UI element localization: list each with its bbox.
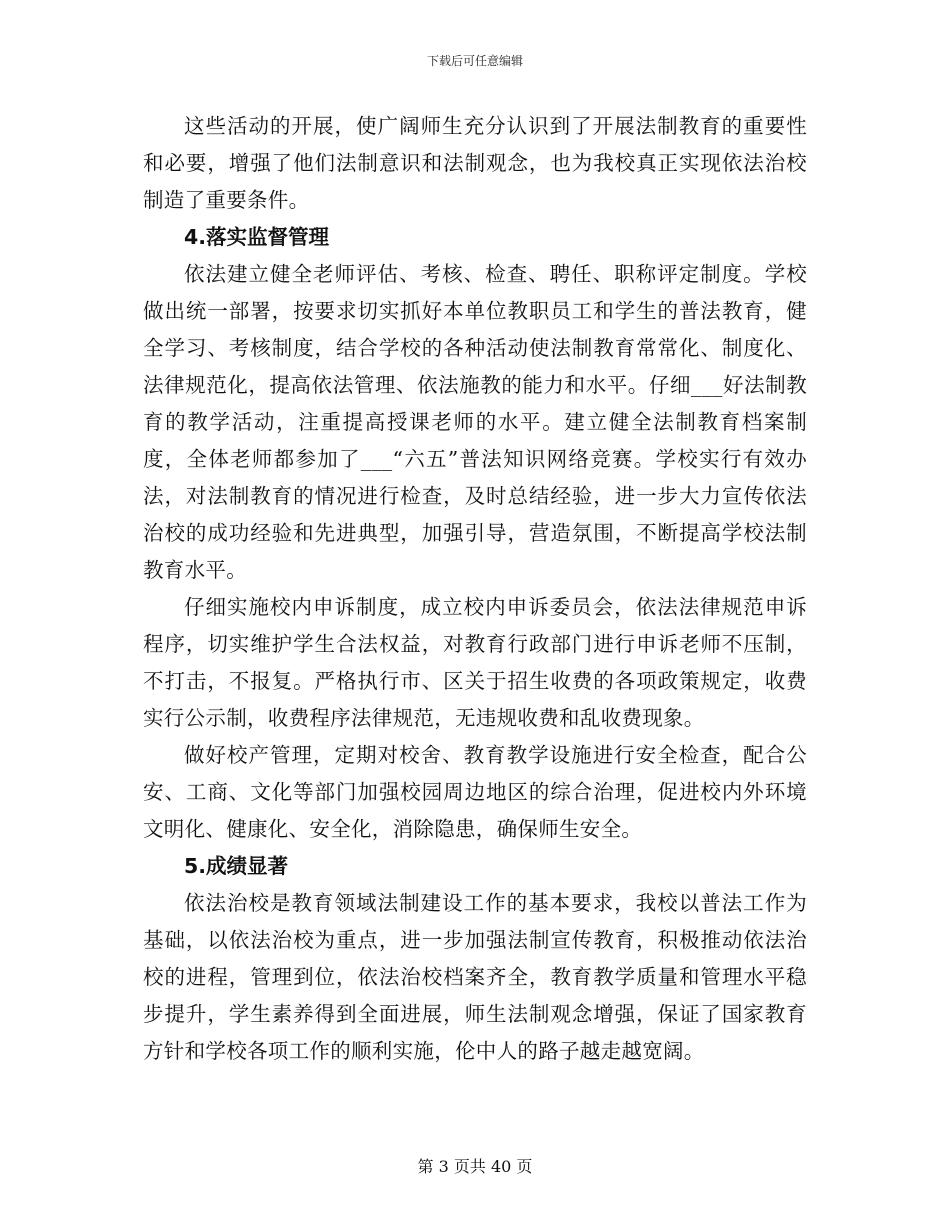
section-heading-supervision: 4.落实监督管理 xyxy=(184,225,330,249)
paragraph-activities: 这些活动的开展，使广阔师生充分认识到了开展法制教育的重要性和必要，增强了他们法制意识和法制观念，也为我校真正实现依法治校制造了重要条件。 xyxy=(143,114,807,212)
section-heading-achievements: 5.成绩显著 xyxy=(184,854,289,878)
page-number: 第 3 页共 40 页 xyxy=(417,1157,533,1176)
page-header-note: 下载后可任意编辑 xyxy=(426,54,523,68)
document-body xyxy=(143,108,807,1070)
paragraph-appeal-system: 仔细实施校内申诉制度，成立校内申诉委员会，依法法律规范申诉程序，切实维护学生合法权益，对教育行政部门进行申诉老师不压制，不打击，不报复。严格执行市、区关于招生收费的各项政策规定，收费实行公示制，收费程序法律规范，无违规收费和乱收费现象。 xyxy=(143,595,807,730)
paragraph-achievements: 依法治校是教育领域法制建设工作的基本要求，我校以普法工作为基础，以依法治校为重点，进一步加强法制宣传教育，积极推动依法治校的进程，管理到位，依法治校档案齐全，教育教学质量和管理水平稳步提升，学生素养得到全面进展，师生法制观念增强，保证了国家教育方针和学校各项工作的顺利实施，伦中人的路子越走越宽阔。 xyxy=(143,891,807,1063)
paragraph-supervision: 依法建立健全老师评估、考核、检查、聘任、职称评定制度。学校做出统一部署，按要求切实抓好本单位教职员工和学生的普法教育，健全学习、考核制度，结合学校的各种活动使法制教育常常化、制度化、法律规范化，提高依法管理、依法施教的能力和水平。仔细___好法制教育的教学活动，注重提高授课老师的水平。建立健全法制教育档案制度，全体老师都参加了___“六五”普法知识网络竞赛。学校实行有效办法，对法制教育的情况进行检查，及时总结经验，进一步大力宣传依法治校的成功经验和先进典型，加强引导，营造氛围，不断提高学校法制教育水平。 xyxy=(143,262,807,582)
paragraph-property-management: 做好校产管理，定期对校舍、教育教学设施进行安全检查，配合公安、工商、文化等部门加强校园周边地区的综合治理，促进校内外环境文明化、健康化、安全化，消除隐患，确保师生安全。 xyxy=(143,743,807,841)
